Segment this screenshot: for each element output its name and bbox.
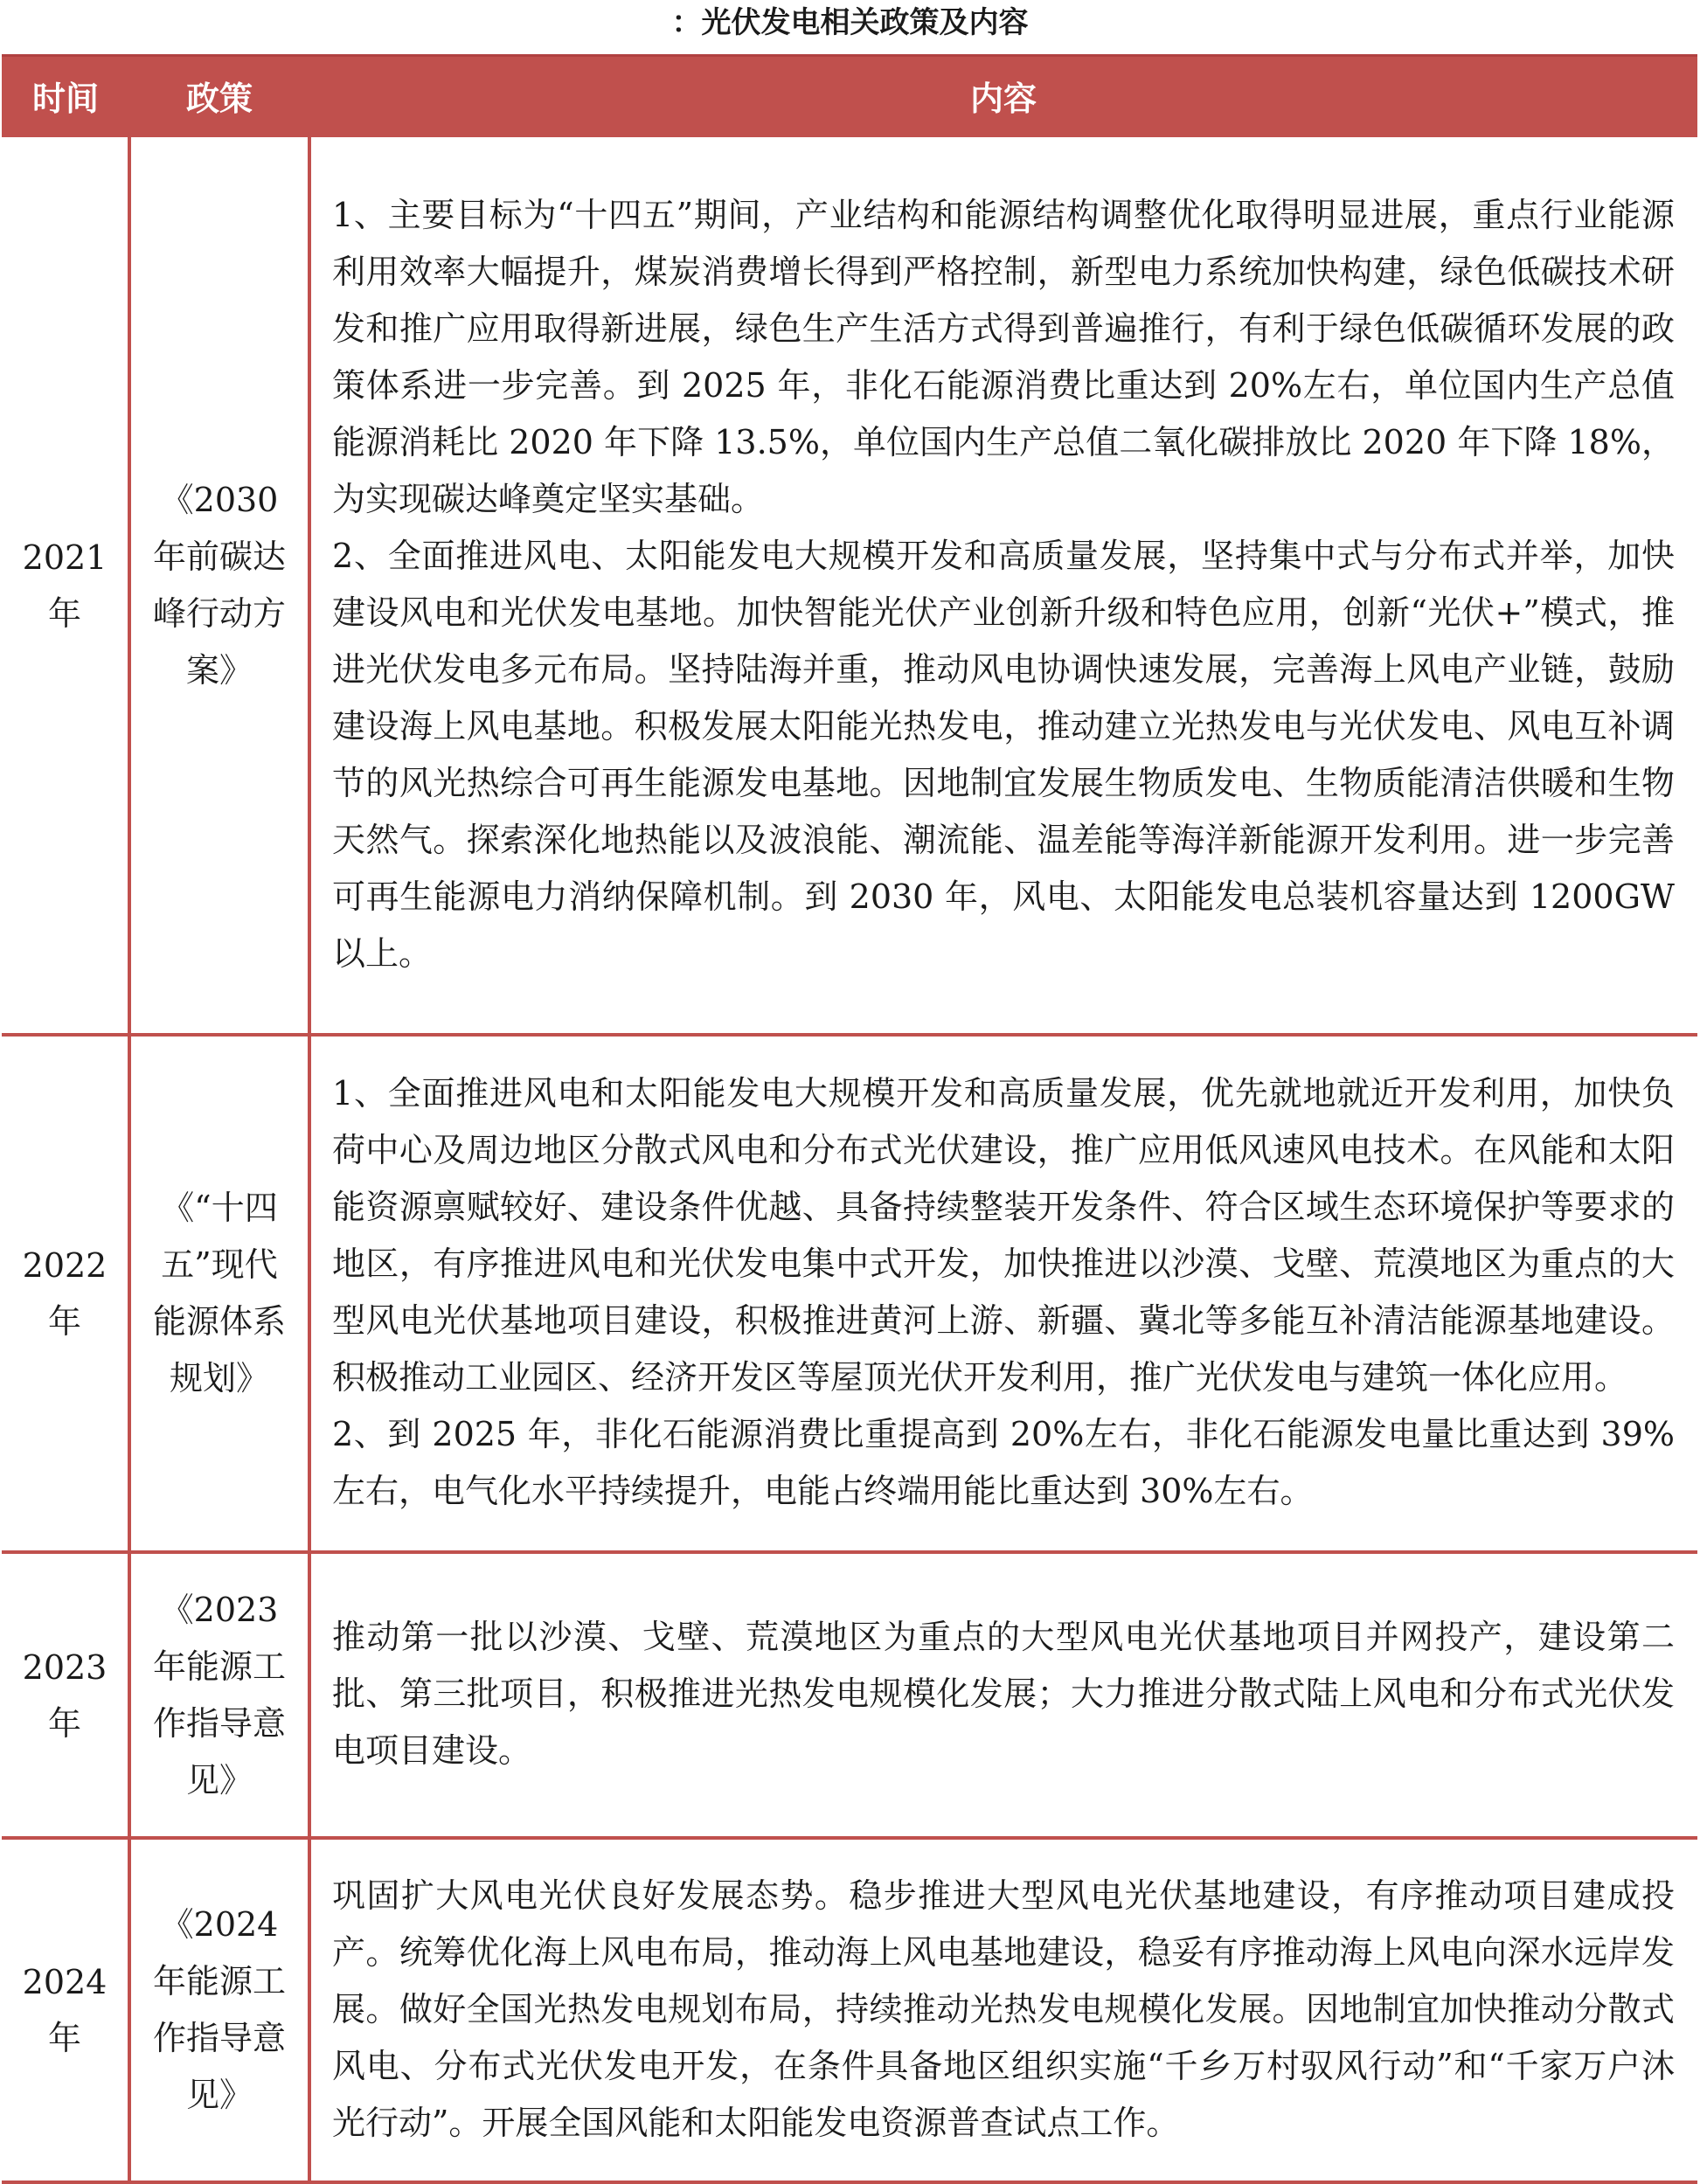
table-row-2024 [2,1838,1697,2182]
content-paragraph: 1、全面推进风电和太阳能发电大规模开发和高质量发展，优先就地就近开发利用，加快负荷中心及周边地区分散式风电和分布式光伏建设，推广应用低风速风电技术。在风能和太阳能资源禀赋较好、建设条件优越、具备持续整装开发条件、符合区域生态环境保护等要求的地区，有序推进风电和光伏发电集中式开发，加快推进以沙漠、戈壁、荒漠地区为重点的大型风电光伏基地项目建设，积极推进黄河上游、新疆、冀北等多能互补清洁能源基地建设。积极推动工业园区、经济开发区等屋顶光伏开发利用，推广光伏发电与建筑一体化应用。 [332,1074,1675,1397]
year-cell: 2023年 [2,1552,129,1838]
policy-cell: 《2030年前碳达峰行动方案》 [129,135,309,1035]
year-cell: 2024年 [2,1838,129,2182]
table-header-row [2,56,1697,136]
content-cell [309,1552,1697,1838]
year-cell: 2021年 [2,135,129,1035]
policy-cell: 《“十四五”现代能源体系规划》 [129,1035,309,1552]
policy-table [2,54,1697,2184]
column-header-policy: 政策 [129,56,309,136]
table-row-2021 [2,135,1697,1035]
year-cell: 2022年 [2,1035,129,1552]
column-header-content: 内容 [309,56,1697,136]
content-paragraph: 2、到 2025 年，非化石能源消费比重提高到 20%左右，非化石能源发电量比重达到 39%左右，电气化水平持续提升，电能占终端用能比重达到 30%左右。 [332,1415,1675,1510]
content-paragraph: 巩固扩大风电光伏良好发展态势。稳步推进大型风电光伏基地建设，有序推动项目建成投产。统筹优化海上风电布局，推动海上风电基地建设，稳妥有序推动海上风电向深水远岸发展。做好全国光热发电规划布局，持续推动光热发电规模化发展。因地制宜加快推动分散式风电、分布式光伏发电开发，在条件具备地区组织实施“千乡万村驭风行动”和“千家万户沐光行动”。开展全国风能和太阳能发电资源普查试点工作。 [332,1875,1675,2142]
table-row-2023 [2,1552,1697,1838]
column-header-time: 时间 [2,56,129,136]
table-caption: ：光伏发电相关政策及内容 [671,5,1029,40]
content-cell [309,135,1697,1035]
content-cell [309,1035,1697,1552]
content-paragraph: 2、全面推进风电、太阳能发电大规模开发和高质量发展，坚持集中式与分布式并举，加快建设风电和光伏发电基地。加快智能光伏产业创新升级和特色应用，创新“光伏+”模式，推进光伏发电多元布局。坚持陆海并重，推动风电协调快速发展，完善海上风电产业链，鼓励建设海上风电基地。积极发展太阳能光热发电，推动建立光热发电与光伏发电、风电互补调节的风光热综合可再生能源发电基地。因地制宜发展生物质发电、生物质能清洁供暖和生物天然气。探索深化地热能以及波浪能、潮流能、温差能等海洋新能源开发利用。进一步完善可再生能源电力消纳保障机制。到 2030 年，风电、太阳能发电总装机容量达到 1200GW 以上。 [332,536,1675,973]
content-paragraph: 推动第一批以沙漠、戈壁、荒漠地区为重点的大型风电光伏基地项目并网投产，建设第二批、第三批项目，积极推进光热发电规模化发展；大力推进分散式陆上风电和分布式光伏发电项目建设。 [332,1618,1675,1770]
policy-cell: 《2023年能源工作指导意见》 [129,1552,309,1838]
policy-cell: 《2024年能源工作指导意见》 [129,1838,309,2182]
table-row-2022 [2,1035,1697,1552]
content-paragraph: 1、主要目标为“十四五”期间，产业结构和能源结构调整优化取得明显进展，重点行业能源利用效率大幅提升，煤炭消费增长得到严格控制，新型电力系统加快构建，绿色低碳技术研发和推广应用取得新进展，绿色生产生活方式得到普遍推行，有利于绿色低碳循环发展的政策体系进一步完善。到 2025 年，非化石能源消费比重达到 20%左右，单位国内生产总值能源消耗比 2020 年下降 13.5%，单位国内生产总值二氧化碳排放比 2020 年下降 18%，为实现碳达峰奠定坚实基础。 [332,195,1675,518]
content-cell [309,1838,1697,2182]
